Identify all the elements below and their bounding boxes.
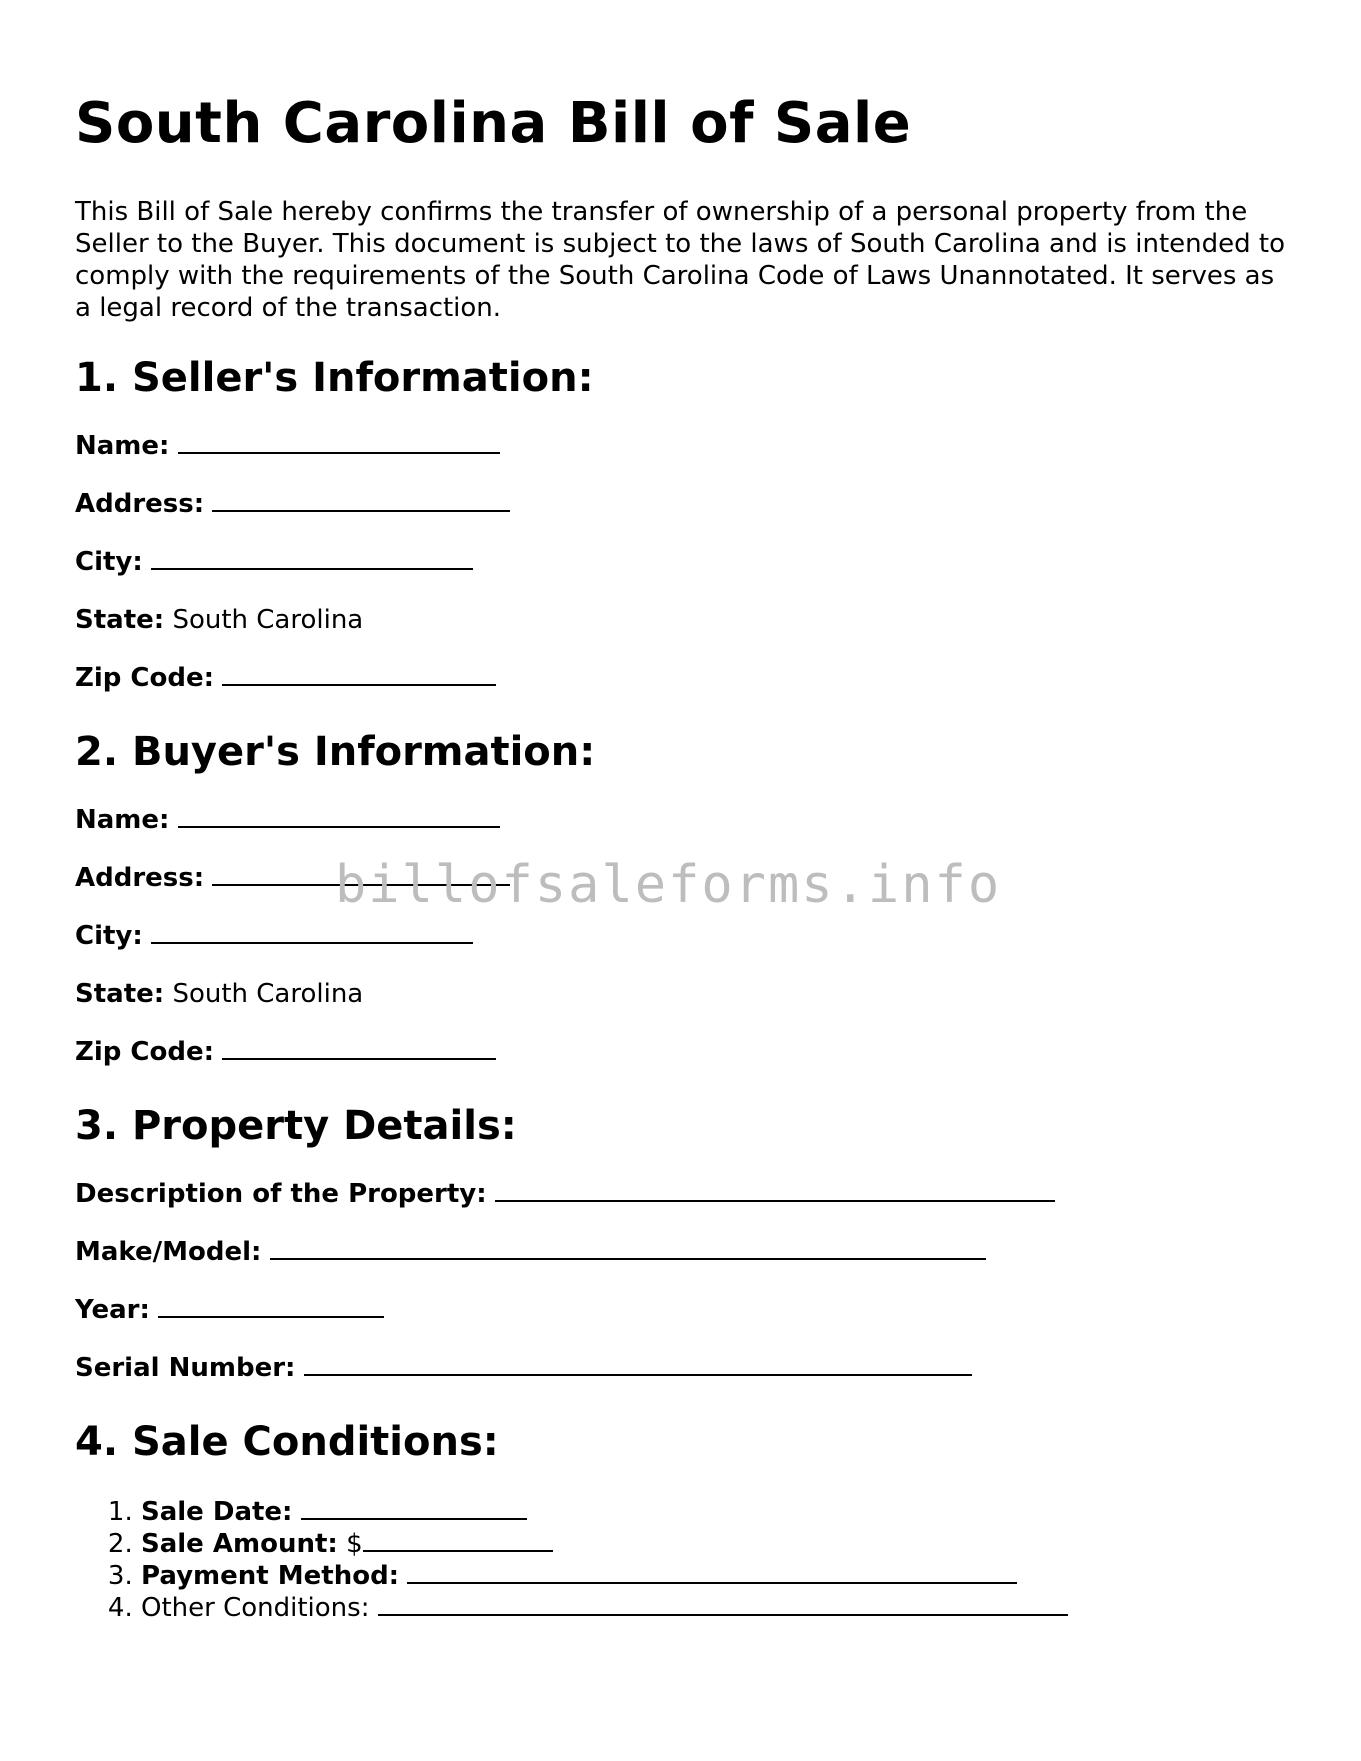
buyer-name-label: Name: (75, 805, 170, 835)
conditions-list (75, 1496, 1295, 1624)
document-page (75, 92, 1295, 1624)
seller-zip-blank[interactable] (222, 662, 496, 686)
list-item (141, 1496, 1295, 1528)
buyer-state-value: South Carolina (172, 979, 364, 1009)
intro-paragraph: This Bill of Sale hereby confirms the transfer of ownership of a personal property from the Seller to the Buyer. This document is subject to the laws of South Carolina and is intended to comply with the requirements of the South Carolina Code of Laws Unannotated. It serves as a legal record of the transaction. (75, 197, 1285, 323)
seller-state-label: State: (75, 605, 165, 635)
conditions-heading: 4. Sale Conditions: (75, 1419, 499, 1465)
year-blank[interactable] (158, 1294, 384, 1318)
buyer-heading: 2. Buyer's Information: (75, 729, 596, 775)
seller-address-field (75, 488, 1295, 520)
seller-address-blank[interactable] (212, 488, 510, 512)
year-label: Year: (75, 1295, 150, 1325)
currency-symbol: $ (346, 1529, 363, 1559)
seller-name-label: Name: (75, 431, 170, 461)
seller-city-label: City: (75, 547, 143, 577)
sale-amount-blank[interactable] (363, 1528, 553, 1552)
seller-zip-field (75, 662, 1295, 694)
property-heading: 3. Property Details: (75, 1103, 517, 1149)
buyer-address-field (75, 862, 1295, 894)
seller-section (75, 354, 1295, 694)
buyer-name-blank[interactable] (178, 804, 500, 828)
seller-city-field (75, 546, 1295, 578)
buyer-zip-field (75, 1036, 1295, 1068)
sale-amount-label: Sale Amount: (141, 1529, 338, 1559)
serial-number-blank[interactable] (304, 1352, 972, 1376)
list-item (141, 1560, 1295, 1592)
year-field (75, 1294, 1295, 1326)
buyer-zip-label: Zip Code: (75, 1037, 215, 1067)
seller-city-blank[interactable] (151, 546, 473, 570)
seller-state-field (75, 604, 1295, 636)
property-description-label: Description of the Property: (75, 1179, 487, 1209)
list-item (141, 1592, 1295, 1624)
conditions-section (75, 1418, 1295, 1624)
seller-zip-label: Zip Code: (75, 663, 215, 693)
payment-method-label: Payment Method: (141, 1561, 400, 1591)
buyer-state-field (75, 978, 1295, 1010)
buyer-section (75, 728, 1295, 1068)
payment-method-blank[interactable] (407, 1560, 1017, 1584)
buyer-name-field (75, 804, 1295, 836)
property-description-field (75, 1178, 1295, 1210)
property-description-blank[interactable] (495, 1178, 1055, 1202)
buyer-zip-blank[interactable] (222, 1036, 496, 1060)
other-conditions-label: Other Conditions: (141, 1593, 370, 1623)
serial-number-label: Serial Number: (75, 1353, 296, 1383)
property-section (75, 1102, 1295, 1384)
buyer-city-blank[interactable] (151, 920, 473, 944)
seller-address-label: Address: (75, 489, 205, 519)
seller-name-blank[interactable] (178, 430, 500, 454)
seller-name-field (75, 430, 1295, 462)
make-model-label: Make/Model: (75, 1237, 262, 1267)
buyer-city-label: City: (75, 921, 143, 951)
buyer-state-label: State: (75, 979, 165, 1009)
sale-date-label: Sale Date: (141, 1497, 293, 1527)
sale-date-blank[interactable] (301, 1496, 527, 1520)
buyer-city-field (75, 920, 1295, 952)
seller-heading: 1. Seller's Information: (75, 355, 594, 401)
make-model-blank[interactable] (270, 1236, 986, 1260)
other-conditions-blank[interactable] (378, 1592, 1068, 1616)
buyer-address-blank[interactable] (212, 862, 510, 886)
watermark-text: billofsaleforms.info (335, 855, 1002, 915)
list-item (141, 1528, 1295, 1560)
buyer-address-label: Address: (75, 863, 205, 893)
make-model-field (75, 1236, 1295, 1268)
serial-number-field (75, 1352, 1295, 1384)
seller-state-value: South Carolina (172, 605, 364, 635)
document-title: South Carolina Bill of Sale (75, 91, 912, 156)
